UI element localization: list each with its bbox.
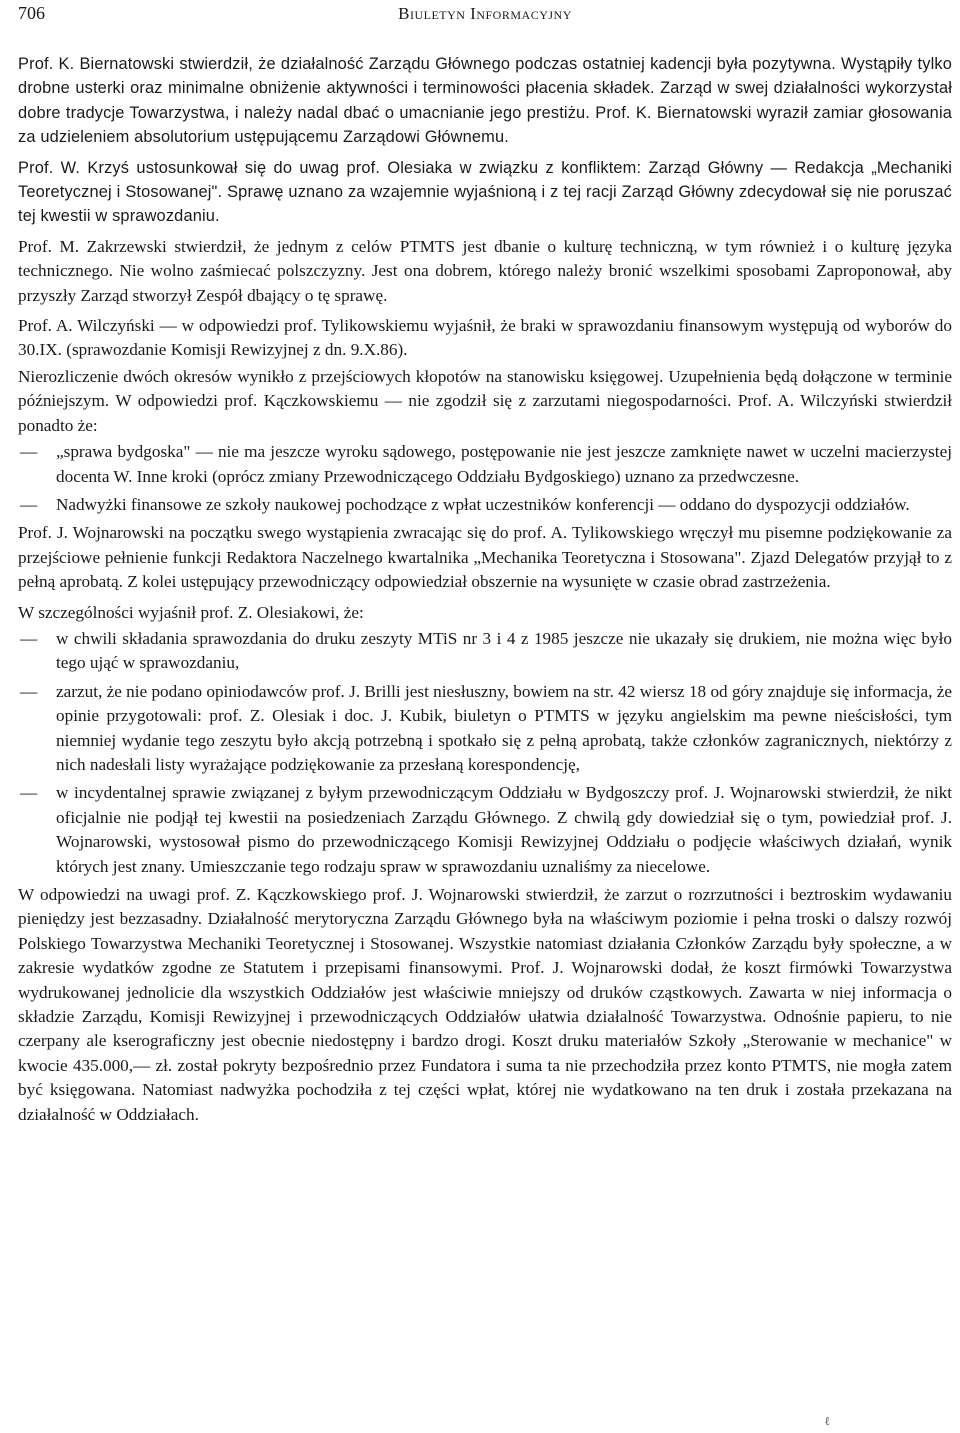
paragraph: Prof. A. Wilczyński — w odpowiedzi prof. Tylikowskiemu wyjaśnił, że braki w sprawozdaniu finansowym występują od wyborów do 30.IX. (sprawozdanie Komisji Rewizyjnej z dn. 9.X.86). (18, 316, 952, 360)
page-number: 706 (18, 3, 45, 23)
list-item (18, 781, 952, 879)
paragraph: W odpowiedzi na uwagi prof. Z. Kączkowskiego prof. J. Wojnarowski stwierdził, że zarzut o rozrzutności i beztroskim wydawaniu pieniędzy jest bezzasadny. Działalność merytoryczna Zarządu Głównego była na właściwym poziomie i pełna troski o dalszy rozwój Polskiego Towarzystwa Mechaniki Teoretycznej i Stosowanej. Wszystkie natomiast działania Członków Zarządu były społeczne, a w zakresie wydatków zgodne ze Statutem i przepisami finansowymi. Prof. J. Wojnarowski dodał, że koszt firmówki Towarzystwa wydrukowanej jednolicie dla wszystkich Oddziałów jest właściwie mniejszy od druków cząstkowych. Zawarta w niej informacja o składzie Zarządu, Komisji Rewizyjnej i przewodniczących Oddziałów ułatwia działalność Towarzystwa. Odnośnie papieru, to nie czerpany ale kserograficzny jest obecnie niedostępny i bardzo drogi. Koszt druku materiałów Szkoły „Sterowanie w mechanice" w kwocie 435.000,— zł. został pokryty bezpośrednio przez Fundatora i suma ta nie przechodziła przez konto PTMTS, nie mogła zatem być księgowana. Natomiast nadwyżka pochodziła z tej części wpłat, której nie wydatkowano na ten druk i została przekazana na działalność w Oddziałach. (18, 885, 952, 1124)
paragraph: W szczególności wyjaśnił prof. Z. Olesiakowi, że: (18, 602, 364, 622)
list-item-text: w incydentalnej sprawie związanej z byłym przewodniczącym Oddziału w Bydgoszczy prof. J. Wojnarowski stwierdził, że nikt oficjalnie nie podjął tej kwestii na posiedzeniach Zarządu Głównego. Z chwilą gdy dowiedział się o tym, powiedział prof. J. Wojnarowski, wystosował pismo do przewodniczącego Komisji Rewizyjnej Oddziału o podjęcie właściwych działań, wynik których jest znany. Umieszczanie tego rodzaju spraw w sprawozdaniu uznaliśmy za niecelowe. (56, 783, 952, 876)
list-item-text: „sprawa bydgoska" — nie ma jeszcze wyroku sądowego, postępowanie nie jest jeszcze zamknięte nawet w uczelni macierzystej docenta W. Inne kroki (oprócz zmiany Przewodniczącego Oddziału Bydgoskiego) uznano za przedwczesne. (56, 442, 952, 486)
list-dash: — (20, 442, 38, 462)
list-dash: — (20, 494, 38, 514)
list-item (18, 493, 952, 517)
paragraph: Nierozliczenie dwóch okresów wynikło z przejściowych kłopotów na stanowisku księgowej. Uzupełnienia będą dołączone w terminie późniejszym. W odpowiedzi prof. Kączkowskiemu — nie zgodził się z zarzutami niegospodarności. Prof. A. Wilczyński stwierdził ponadto że: (18, 366, 952, 435)
journal-title: Biuletyn Informacyjny (398, 4, 572, 23)
stray-mark: ℓ (824, 1414, 830, 1428)
dash-list (18, 627, 952, 879)
list-item (18, 680, 952, 778)
document-page (18, 0, 952, 1133)
list-dash: — (20, 783, 38, 803)
paragraph: Prof. W. Krzyś ustosunkował się do uwag prof. Olesiaka w związku z konfliktem: Zarząd Główny — Redakcja „Mechaniki Teoretycznej i Stosowanej". Sprawę uznano za wzajemnie wyjaśnioną i z tej racji Zarząd Główny zdecydował się nie poruszać tej kwestii w sprawozdaniu. (18, 158, 952, 226)
paragraph: Prof. K. Biernatowski stwierdził, że działalność Zarządu Głównego podczas ostatniej kadencji była pozytywna. Wystąpiły tylko drobne usterki oraz minimalne obniżenie aktywności i terminowości płacenia składek. Zarząd w swej działalności wykorzystał dobre tradycje Towarzystwa, i należy nadal dbać o umacnianie jego prestiżu. Prof. K. Biernatowski wyraził zamiar głosowania za udzieleniem absolutorium ustępującemu Zarządowi Głównemu. (18, 55, 952, 147)
dash-list (18, 440, 952, 517)
list-item-text: Nadwyżki finansowe ze szkoły naukowej pochodzące z wpłat uczestników konferencji — oddano do dyspozycji oddziałów. (56, 494, 910, 514)
list-dash: — (20, 681, 38, 701)
running-head (18, 0, 952, 40)
list-item (18, 627, 952, 676)
list-item (18, 440, 952, 489)
list-dash: — (20, 628, 38, 648)
paragraph: Prof. J. Wojnarowski na początku swego wystąpienia zwracając się do prof. A. Tylikowskiego wręczył mu pisemne podziękowanie za przejściowe pełnienie funkcji Redaktora Naczelnego kwartalnika „Mechanika Teoretyczna i Stosowana". Zjazd Delegatów przyjął to z pełną aprobatą. Z kolei ustępujący przewodniczący odpowiedział obszernie na wysunięte w czasie obrad zastrzeżenia. (18, 523, 952, 592)
list-item-text: w chwili składania sprawozdania do druku zeszyty MTiS nr 3 i 4 z 1985 jeszcze nie ukazały się drukiem, nie można więc było tego ująć w sprawozdaniu, (56, 628, 952, 673)
paragraph: Prof. M. Zakrzewski stwierdził, że jednym z celów PTMTS jest dbanie o kulturę techniczną, w tym również i o kulturę języka technicznego. Nie wolno zaśmiecać polszczyzny. Jest ona dobrem, którego należy bronić wszelkimi sposobami Zaproponował, aby przyszły Zarząd stworzył Zespół dbający o tę sprawę. (18, 236, 952, 305)
list-item-text: zarzut, że nie podano opiniodawców prof. J. Brilli jest niesłuszny, bowiem na str. 42 wiersz 18 od góry znajduje się informacja, że opinie przygotowali: prof. Z. Olesiak i doc. J. Kubik, biuletyn o PTMTS w języku angielskim ma pewne nieścisłości, tym niemniej wydanie tego zeszytu było akcją potrzebną i spotkało się z pełną aprobatą, także członków zagranicznych, niektórzy z nich nadesłali listy wyrażające podziękowanie za przesłaną korespondencję, (56, 681, 952, 774)
article-body (18, 52, 952, 1127)
